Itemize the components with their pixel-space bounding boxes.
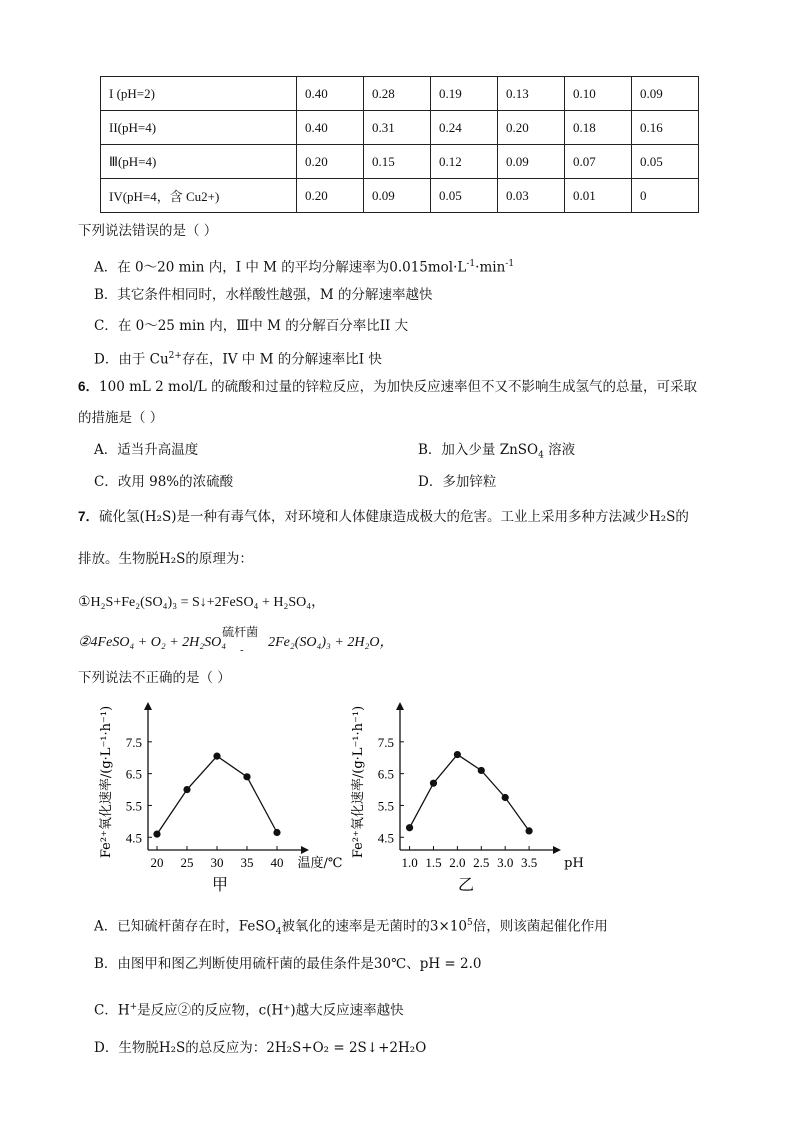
series-line: [157, 756, 277, 834]
table-cell: 0.01: [565, 179, 632, 213]
table-cell: 0.18: [565, 111, 632, 145]
data-point: [183, 786, 190, 793]
table-cell: 0.10: [565, 77, 632, 111]
data-point: [273, 829, 280, 836]
table-row: [101, 77, 699, 111]
y-axis-arrow: [144, 702, 152, 710]
data-point: [213, 753, 220, 760]
row-label: IV(pH=4，含 Cu2+): [101, 179, 297, 213]
chart-ph: [348, 690, 598, 900]
table-cell: 0.03: [498, 179, 565, 213]
data-point: [454, 751, 461, 758]
table-cell: 0.20: [297, 179, 364, 213]
table-cell: 0.15: [364, 145, 431, 179]
data-point: [153, 830, 160, 837]
y-tick-label: 4.5: [125, 830, 142, 846]
q7-stem-line2: 排放。生物脱H₂S的原理为：: [78, 551, 253, 567]
table-cell: 0.13: [498, 77, 565, 111]
x-tick-label: 20: [150, 855, 164, 870]
x-axis-label: pH: [564, 856, 584, 871]
y-tick-label: 6.5: [125, 766, 142, 782]
q5-option-b: B．其它条件相同时，水样酸性越强，M 的分解速率越快: [94, 287, 433, 303]
row-label: II(pH=4): [101, 111, 297, 145]
data-point: [430, 780, 437, 787]
x-tick-label: 35: [240, 855, 254, 870]
table-cell: 0.12: [431, 145, 498, 179]
q7-option-b: B．由图甲和图乙判断使用硫杆菌的最佳条件是30℃、pH = 2.0: [94, 956, 482, 972]
table-cell: 0.09: [364, 179, 431, 213]
data-point: [478, 767, 485, 774]
equation-2: ②4FeSO₄ + O₂ + 2H₂SO₄ 硫杆菌 - 2Fe₂(SO₄)₃ + 2H₂O，: [78, 625, 394, 656]
data-table: [100, 76, 699, 213]
q6-option-a: A．适当升高温度: [94, 442, 199, 458]
q6-option-d: D．多加锌粒: [418, 474, 497, 490]
table-cell: 0.16: [632, 111, 699, 145]
q6-stem-line2: 的措施是（ ）: [78, 410, 164, 426]
table-cell: 0.19: [431, 77, 498, 111]
table-cell: 0.20: [498, 111, 565, 145]
y-tick-label: 4.5: [377, 830, 394, 846]
table-row: [101, 111, 699, 145]
data-point: [406, 824, 413, 831]
data-point: [243, 773, 250, 780]
y-axis-label: Fe²⁺氧化速率/(g·L⁻¹·h⁻¹): [99, 705, 114, 859]
series-line: [410, 755, 530, 831]
q7-prompt: 下列说法不正确的是（ ）: [78, 670, 231, 686]
q6-option-c: C．改用 98%的浓硫酸: [94, 474, 234, 490]
q7-option-a: A．已知硫杆菌存在时，FeSO$_4$被氧化的速率是无菌时的$3\times 10^5$倍，则该菌起催化作用: [94, 918, 608, 938]
chart-caption: 甲: [211, 875, 229, 894]
chart-caption: 乙: [457, 875, 475, 894]
row-label: Ⅲ(pH=4): [101, 145, 297, 179]
table-cell: 0.31: [364, 111, 431, 145]
equation-2-condition: 硫杆菌: [222, 625, 259, 639]
y-axis-arrow: [396, 702, 404, 710]
row-label: I (pH=2): [101, 77, 297, 111]
x-tick-label: 3.0: [497, 855, 514, 870]
x-axis-label: 温度/℃: [297, 856, 343, 871]
data-point: [525, 827, 532, 834]
table-cell: 0.09: [498, 145, 565, 179]
x-tick-label: 3.5: [520, 855, 538, 870]
q5-option-d: D．由于 $Cu^{2+}$存在，IV 中 M 的分解速率比I 快: [94, 351, 382, 368]
y-tick-label: 5.5: [377, 798, 394, 814]
q5-option-c: C．在 0～25 min 内，Ⅲ中 M 的分解百分率比II 大: [94, 318, 409, 334]
table-cell: 0.20: [297, 145, 364, 179]
x-tick-label: 30: [210, 855, 224, 870]
q5-option-a: A．在 0～20 min 内，I 中 M 的平均分解速率为$0.015mol\cdot L^{-1}\cdot\min^{-1}$: [94, 259, 515, 276]
x-tick-label: 25: [180, 855, 194, 870]
q6-stem-line1: 6．100 mL 2 mol/L 的硫酸和过量的锌粒反应，为加快反应速率但不又不影响生成氢气的总量，可采取: [78, 379, 698, 395]
chart-temperature: [96, 690, 346, 900]
x-tick-label: 2.0: [449, 855, 466, 870]
y-tick-label: 7.5: [377, 734, 394, 750]
x-tick-label: 40: [270, 855, 284, 870]
table-cell: 0.07: [565, 145, 632, 179]
table-cell: 0.40: [297, 77, 364, 111]
data-point: [502, 794, 509, 801]
table-cell: 0.28: [364, 77, 431, 111]
x-axis-arrow: [301, 846, 309, 854]
y-tick-label: 6.5: [377, 766, 394, 782]
table-cell: 0.09: [632, 77, 699, 111]
y-tick-label: 5.5: [125, 798, 142, 814]
q5-prompt: 下列说法错误的是（ ）: [78, 223, 218, 239]
table-cell: 0.05: [431, 179, 498, 213]
equation-2-dash: -: [240, 645, 244, 656]
equation-1: ①H₂S+Fe₂(SO₄)₃ = S↓+2FeSO₄ + H₂SO₄，: [78, 595, 326, 610]
table-cell: 0.40: [297, 111, 364, 145]
table-row: [101, 145, 699, 179]
q6-option-b: B．加入少量 ZnSO$_4$ 溶液: [418, 442, 576, 461]
table-cell: 0.05: [632, 145, 699, 179]
table-cell: 0: [632, 179, 699, 213]
x-axis-arrow: [553, 846, 561, 854]
table-cell: 0.24: [431, 111, 498, 145]
x-tick-label: 1.0: [401, 855, 418, 870]
table-row: [101, 179, 699, 213]
q7-option-d: D．生物脱H₂S的总反应为：2H₂S+O₂ = 2S↓+2H₂O: [94, 1040, 427, 1056]
x-tick-label: 2.5: [473, 855, 490, 870]
y-tick-label: 7.5: [125, 734, 142, 750]
x-tick-label: 1.5: [425, 855, 442, 870]
q7-option-c: C．H+是反应②的反应物，c(H⁺)越大反应速率越快: [94, 1002, 404, 1019]
q7-stem-line1: 7．硫化氢(H₂S)是一种有毒气体，对环境和人体健康造成极大的危害。工业上采用多种方法减少H₂S的: [78, 509, 689, 525]
y-axis-label: Fe²⁺氧化速率/(g·L⁻¹·h⁻¹): [351, 705, 366, 859]
